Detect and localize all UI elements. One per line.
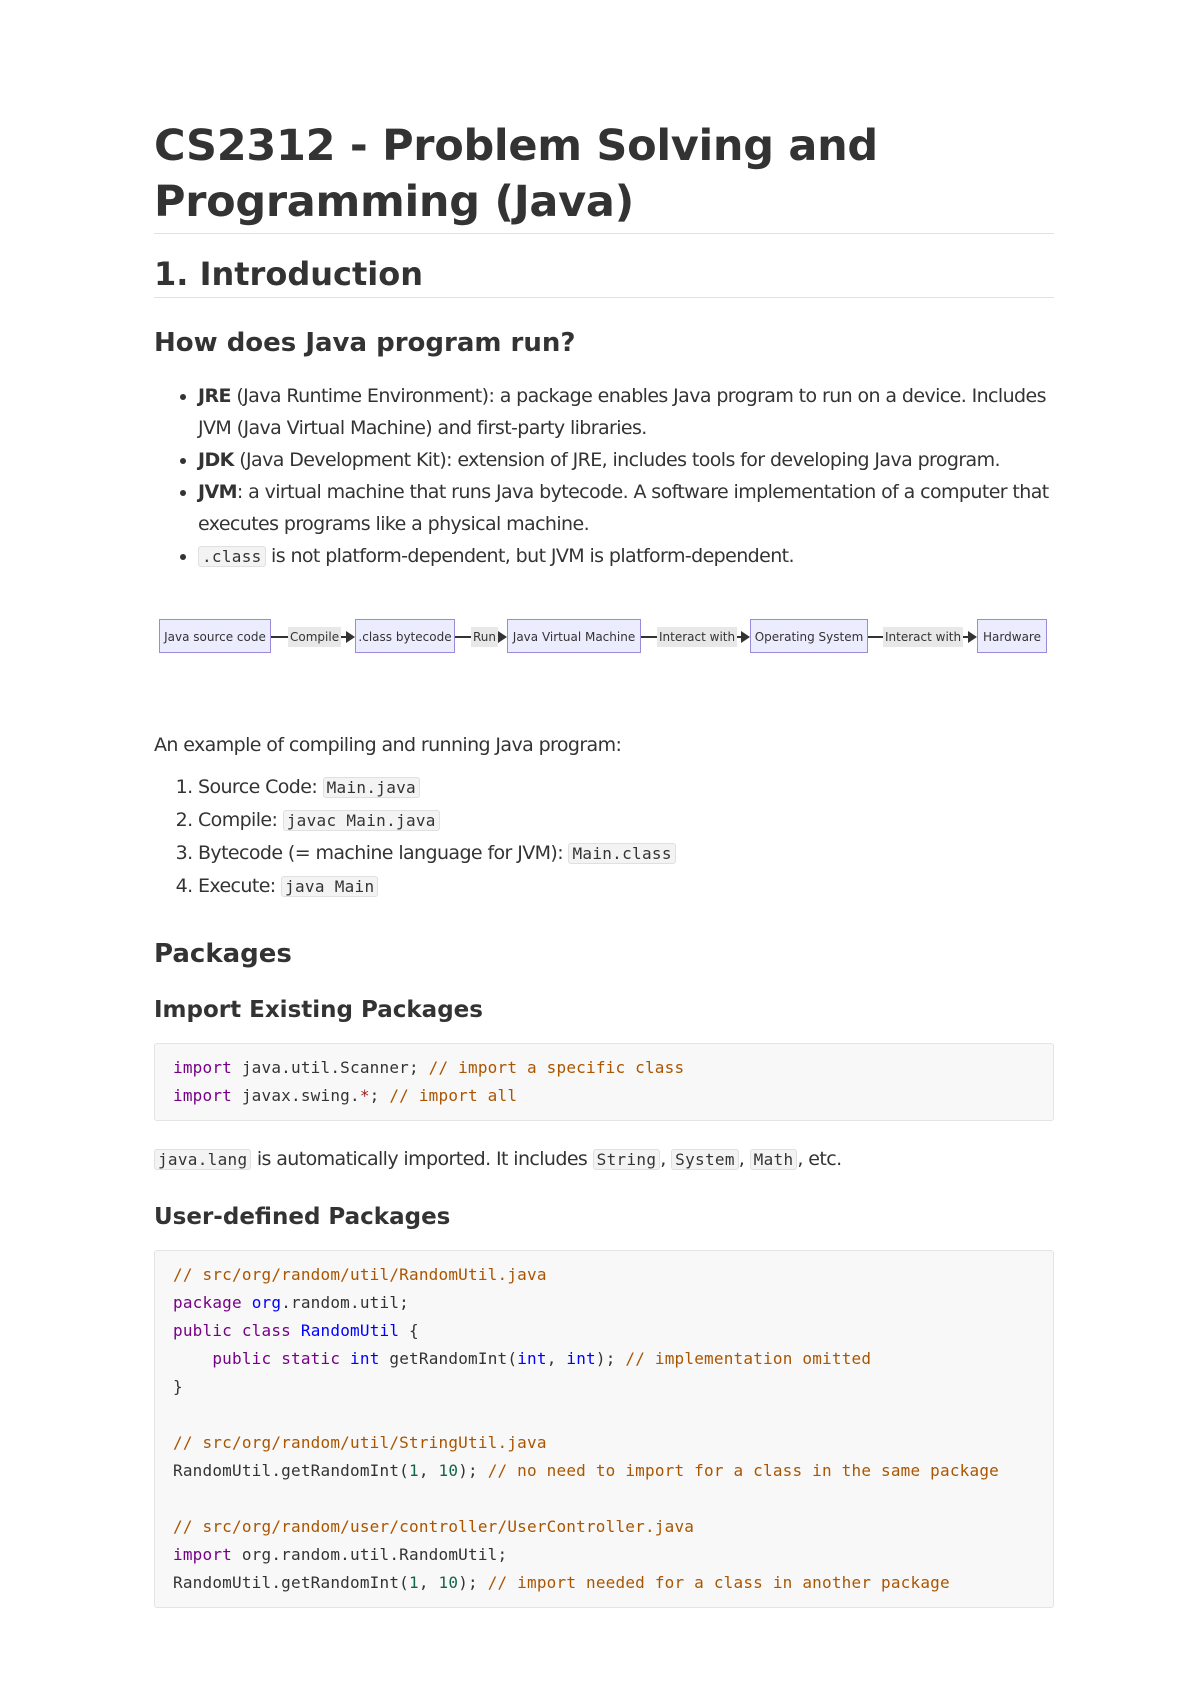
import-packages-heading: Import Existing Packages	[154, 997, 483, 1023]
term-jdk: JDK	[198, 449, 234, 471]
list-item	[198, 804, 1054, 837]
code-text: .random.util;	[281, 1293, 410, 1312]
java-lang-note	[154, 1143, 1054, 1176]
code-text: java.util.Scanner;	[232, 1058, 429, 1077]
code-type: int	[566, 1349, 596, 1368]
code-type: int	[517, 1349, 547, 1368]
code-keyword: import	[173, 1058, 232, 1077]
inline-code-class: .class	[198, 546, 266, 567]
inline-code: Main.java	[323, 777, 420, 798]
inline-code: java Main	[281, 876, 378, 897]
flow-arrow-icon	[346, 631, 355, 643]
code-text: ;	[369, 1086, 390, 1105]
code-text: javax.swing.	[232, 1086, 360, 1105]
inline-code: javac Main.java	[283, 810, 440, 831]
code-comment: // import all	[389, 1086, 518, 1105]
section-introduction-heading: 1. Introduction	[154, 254, 1054, 298]
inline-code: Main.class	[568, 843, 675, 864]
import-code-block	[154, 1043, 1054, 1121]
how-java-runs-heading: How does Java program run?	[154, 328, 576, 358]
flow-edge-label: Run	[471, 627, 498, 647]
code-number: 1	[409, 1573, 419, 1592]
step-label: Bytecode (= machine language for JVM):	[198, 842, 569, 864]
code-text: );	[458, 1573, 488, 1592]
separator: ,	[738, 1148, 750, 1170]
document	[154, 118, 1054, 1608]
code-keyword: public	[212, 1349, 272, 1368]
code-comment: // import a specific class	[428, 1058, 685, 1077]
inline-code: java.lang	[154, 1149, 251, 1170]
code-text: getRandomInt(	[379, 1349, 518, 1368]
flow-edge-label: Compile	[288, 627, 341, 647]
list-item	[198, 444, 1054, 476]
note-text: , etc.	[797, 1148, 842, 1170]
term-jvm-description: : a virtual machine that runs Java bytecode. A software implementation of a computer that executes programs like a physical machine.	[198, 481, 1049, 535]
code-comment: // no need to import for a class in the same package	[487, 1461, 999, 1480]
flow-edge-label: Interact with	[657, 627, 737, 647]
code-operator: *	[359, 1086, 370, 1105]
flow-node-jvm: Java Virtual Machine	[507, 619, 641, 653]
code-type: org	[251, 1293, 282, 1312]
code-keyword: static	[281, 1349, 341, 1368]
code-comment: // src/org/random/util/RandomUtil.java	[173, 1265, 547, 1284]
flow-arrow-icon	[968, 631, 977, 643]
term-jvm: JVM	[198, 481, 237, 503]
flow-arrow-icon	[741, 631, 750, 643]
user-packages-heading: User-defined Packages	[154, 1204, 451, 1230]
flow-node-bytecode: .class bytecode	[355, 619, 455, 653]
code-number: 1	[409, 1461, 419, 1480]
term-jre-description: (Java Runtime Environment): a package enables Java program to run on a device. Includes JVM (Java Virtual Machine) and first-party libraries.	[198, 385, 1046, 439]
note-text: is automatically imported. It includes	[251, 1148, 593, 1170]
term-jdk-description: (Java Development Kit): extension of JRE, includes tools for developing Java program.	[233, 449, 1000, 471]
code-comment: // src/org/random/util/StringUtil.java	[173, 1433, 547, 1452]
code-number: 10	[438, 1461, 459, 1480]
code-text: }	[173, 1377, 183, 1396]
code-keyword: import	[173, 1086, 232, 1105]
flow-edge-label: Interact with	[883, 627, 963, 647]
java-execution-flow-diagram	[154, 619, 1054, 679]
inline-code: Math	[750, 1149, 798, 1170]
flow-node-os: Operating System	[750, 619, 868, 653]
code-comment: // import needed for a class in another package	[487, 1573, 950, 1592]
flow-node-hardware: Hardware	[977, 619, 1047, 653]
user-packages-code-block	[154, 1250, 1054, 1608]
term-jre: JRE	[198, 385, 231, 407]
code-keyword: class	[241, 1321, 292, 1340]
code-type: RandomUtil	[300, 1321, 400, 1340]
inline-code: String	[593, 1149, 661, 1170]
page-title: CS2312 - Problem Solving and Programming (Java)	[154, 118, 1054, 234]
code-type: int	[350, 1349, 380, 1368]
code-comment: // src/org/random/user/controller/UserController.java	[173, 1517, 695, 1536]
list-item	[198, 540, 1054, 573]
step-label: Source Code:	[198, 776, 323, 798]
code-number: 10	[438, 1573, 459, 1592]
step-label: Execute:	[198, 875, 282, 897]
code-text: RandomUtil.getRandomInt(	[173, 1573, 409, 1592]
code-text: ,	[418, 1573, 439, 1592]
code-keyword: import	[173, 1545, 232, 1564]
list-item	[198, 837, 1054, 870]
list-item	[198, 476, 1054, 540]
flow-node-source: Java source code	[159, 619, 271, 653]
inline-code: System	[671, 1149, 739, 1170]
code-text: {	[399, 1321, 419, 1340]
code-keyword: package	[173, 1293, 242, 1312]
platform-dependency-text: is not platform-dependent, but JVM is platform-dependent.	[265, 545, 794, 567]
code-text: ,	[418, 1461, 439, 1480]
list-item	[198, 771, 1054, 804]
list-item	[198, 380, 1054, 444]
separator: ,	[660, 1148, 672, 1170]
compile-steps-list	[154, 771, 1054, 903]
code-text: ,	[546, 1349, 567, 1368]
code-text: RandomUtil.getRandomInt(	[173, 1461, 409, 1480]
code-keyword: public	[173, 1321, 232, 1340]
flow-arrow-icon	[498, 631, 507, 643]
list-item	[198, 870, 1054, 903]
code-comment: // implementation omitted	[625, 1349, 872, 1368]
example-intro: An example of compiling and running Java program:	[154, 734, 622, 756]
java-terms-list	[154, 380, 1054, 573]
code-text: );	[595, 1349, 626, 1368]
step-label: Compile:	[198, 809, 283, 831]
code-text: org.random.util.RandomUtil;	[232, 1545, 508, 1564]
code-text: );	[458, 1461, 488, 1480]
packages-heading: Packages	[154, 939, 292, 969]
